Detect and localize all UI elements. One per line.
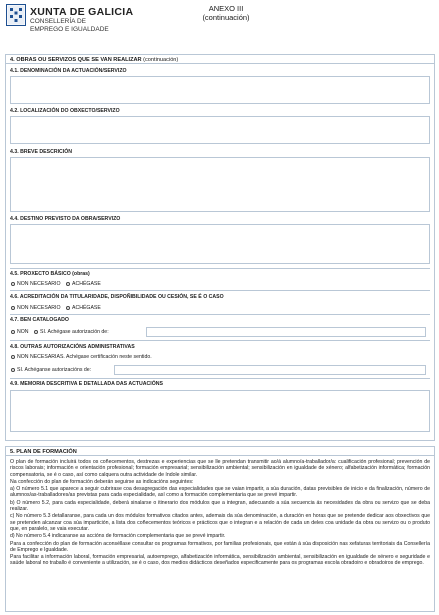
radio-icon[interactable] [11, 330, 15, 334]
field-4-8-label: 4.8. OUTRAS AUTORIZACIÓNS ADMINISTRATIVAS [10, 344, 135, 350]
field-4-2-input[interactable] [10, 116, 430, 144]
divider [10, 290, 430, 291]
divider [10, 268, 430, 269]
section-4-works [5, 54, 435, 441]
option-label: NON NECESARIAS. Achégase certificación neste sentido. [17, 354, 152, 360]
option-label: NON [17, 329, 29, 335]
option-4-5-attached[interactable] [66, 281, 101, 287]
annex-title: ANEXO III [208, 4, 244, 13]
section-5-title: 5. PLAN DE FORMACIÓN [6, 447, 434, 456]
divider [10, 378, 430, 379]
section-4-title [6, 55, 434, 64]
option-label: SI. Achéganse autorizacións de: [17, 367, 92, 373]
option-4-7-yes[interactable] [34, 329, 109, 335]
field-4-3-input[interactable] [10, 157, 430, 212]
field-4-8-authorizations-input[interactable] [114, 365, 426, 375]
radio-icon[interactable] [11, 306, 15, 310]
brand-name: XUNTA DE GALICIA [30, 6, 134, 18]
radio-icon[interactable] [66, 306, 70, 310]
instruction-paragraph: Para facilitar a información laboral, formación empresarial, autoemprego, alfabetización informática, sensibilización ambiental, sensibilización en igualdade de xénero e seguridade e saúde laboral no traballo é conveniente a utilización, se é o caso, dos medios didácticos deseñados especificamente para os programas escola obradoiro e obradoiros de emprego. [10, 554, 430, 567]
option-4-7-no[interactable] [11, 329, 29, 335]
radio-icon[interactable] [11, 355, 15, 359]
department-line-1: CONSELLERÍA DE [30, 18, 86, 25]
field-4-5-label: 4.5. PROXECTO BÁSICO (obras) [10, 271, 90, 277]
field-4-9-input[interactable] [10, 390, 430, 432]
field-4-3-label: 4.3. BREVE DESCRICIÓN [10, 149, 72, 155]
option-4-5-not-needed[interactable] [11, 281, 61, 287]
option-label: NON NECESARIO [17, 305, 61, 311]
option-label: SI. Achégase autorización de: [40, 329, 109, 335]
field-4-4-label: 4.4. DESTINO PREVISTO DA OBRA/SERVIZO [10, 216, 121, 222]
training-plan-instructions [10, 459, 430, 568]
divider [10, 314, 430, 315]
field-4-1-input[interactable] [10, 76, 430, 104]
option-4-8-not-needed[interactable] [11, 354, 152, 360]
option-label: NON NECESARIO [17, 281, 61, 287]
instruction-item-c: c) No número 5.3 detallaranse, para cada un dos módulos formativos citados antes, ademais da súa denominación, a duración en horas que se pretende dedicar aos obxectivos que se pretenden alcanzar coa súa impartición, a lista dos coñecementos teóricos e prácticos que o integran e a relación de cada un deles coa unidade da obra ou servizo ou o produto que, en paralelo, se vaia executar. [10, 513, 430, 532]
instruction-paragraph: Na confección do plan de formación deberán seguirse as indicacións seguintes: [10, 478, 194, 485]
section-5-training-plan [5, 446, 435, 612]
field-4-4-input[interactable] [10, 224, 430, 264]
department-line-2: EMPREGO E IGUALDADE [30, 26, 109, 33]
field-4-2-label: 4.2. LOCALIZACIÓN DO OBXECTO/SERVIZO [10, 108, 120, 114]
section-4-title-suffix: (continuación) [143, 57, 179, 63]
option-label: ACHÉGASE [72, 281, 101, 287]
option-label: ACHÉGASE [72, 305, 101, 311]
radio-icon[interactable] [11, 368, 15, 372]
instruction-item-a: a) O número 5.1 que aparece a seguir cubrirase coa desagregación das especialidades que se vaian impartir, a súa duración, datas previsibles de inicio e da finalización, número de alumnos/as-traballadores/as previstas para cada especialidade, así como a formación complementaria que se prevé impartir. [10, 486, 430, 499]
field-4-9-label: 4.9. MEMORIA DESCRITIVA E DETALLADA DAS ACTUACIÓNS [10, 381, 163, 387]
field-4-1-label: 4.1. DENOMINACIÓN DA ACTUACIÓN/SERVIZO [10, 68, 127, 74]
instruction-paragraph: Para a confección do plan de formación aconséllase consultar os programas formativos, por familias profesionais, que están á súa disposición nas xefaturas territoriais da Consellería de Emprego e Igualdade. [10, 540, 430, 553]
instruction-item-d: d) No número 5.4 indicaranse as accións de formación complementaria que se prevé impartir. [10, 533, 226, 540]
instruction-item-b: b) O número 5.2, para cada especialidade, deberá sinalarse o itinerario dos módulos que a integran, adecuando a súa secuencia ás necesidades da obra ou servizo que se deba realizar. [10, 499, 430, 513]
divider [10, 340, 430, 341]
annex-subtitle: (continuación) [202, 13, 250, 22]
instruction-paragraph: O plan de formación incluirá todos os coñecementos, destrezas e experiencias que se lle pretendan transmitir ao/á alumno/a-traballador/a: cualificación profesional; prevención de riscos laborais; información e orientación profesional; formación empresarial; sensibilización ambiental; sensibilización en igualdade de xénero; alfabetización informática; formación compensatoria, se é o caso, así como calquera outra actividade de índole similar. [10, 459, 430, 478]
field-4-6-label: 4.6. ACREDITACIÓN DA TITULARIDADE, DISPOÑIBILIDADE OU CESIÓN, SE É O CASO [10, 294, 224, 300]
option-4-6-not-needed[interactable] [11, 305, 61, 311]
option-4-8-yes[interactable] [11, 367, 91, 373]
document-header [6, 4, 433, 38]
radio-icon[interactable] [34, 330, 38, 334]
xunta-logo-icon [6, 4, 26, 26]
radio-icon[interactable] [11, 282, 15, 286]
option-4-6-attached[interactable] [66, 305, 101, 311]
department-name [30, 18, 109, 34]
annex-heading [186, 4, 266, 22]
section-4-title-text: 4. OBRAS OU SERVIZOS QUE SE VAN REALIZAR [10, 57, 142, 63]
radio-icon[interactable] [66, 282, 70, 286]
field-4-7-authorization-input[interactable] [146, 327, 426, 337]
field-4-7-label: 4.7. BEN CATALOGADO [10, 317, 69, 323]
